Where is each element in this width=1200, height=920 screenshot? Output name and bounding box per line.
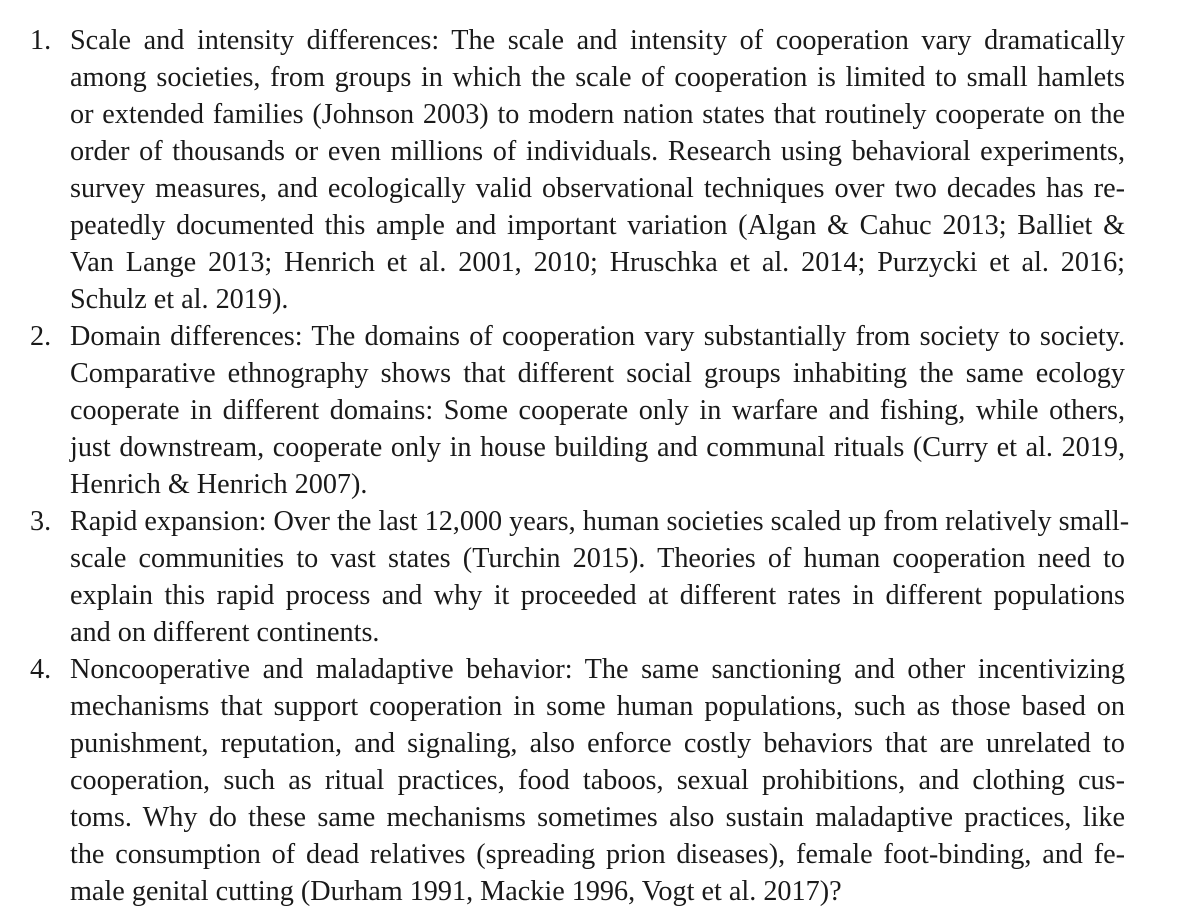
list-item-1 [30, 22, 1125, 318]
item-number: 3. [30, 506, 52, 537]
text-line: male genital cutting (Durham 1991, Mackie 1996, Vogt et al. 2017)? [70, 876, 842, 907]
text-line: toms. Why do these same mechanisms sometimes also sustain maladaptive practices, like [70, 802, 1125, 833]
text-line: Comparative ethnography shows that different social groups inhabiting the same ecology [70, 358, 1125, 389]
item-number: 4. [30, 654, 52, 685]
text-line: Noncooperative and maladaptive behavior: The same sanctioning and other incentivizing [70, 654, 1125, 685]
list-item-3 [30, 503, 1130, 651]
text-line: mechanisms that support cooperation in some human populations, such as those based on [70, 691, 1125, 722]
text-line: cooperation, such as ritual practices, food taboos, sexual prohibitions, and clothing cus- [70, 765, 1125, 796]
text-line: Domain differences: The domains of cooperation vary substantially from society to society. [70, 321, 1125, 352]
text-line: scale communities to vast states (Turchin 2015). Theories of human cooperation need to [70, 543, 1125, 574]
text-line: Van Lange 2013; Henrich et al. 2001, 2010; Hruschka et al. 2014; Purzycki et al. 2016; [70, 247, 1125, 278]
text-line: order of thousands or even millions of individuals. Research using behavioral experiments, [70, 136, 1125, 167]
text-line: just downstream, cooperate only in house building and communal rituals (Curry et al. 2019, [70, 432, 1125, 463]
text-line: the consumption of dead relatives (spreading prion diseases), female foot-binding, and fe- [70, 839, 1125, 870]
text-line: punishment, reputation, and signaling, also enforce costly behaviors that are unrelated to [70, 728, 1125, 759]
item-number: 2. [30, 321, 52, 352]
text-line: Rapid expansion: Over the last 12,000 years, human societies scaled up from relatively small- [70, 506, 1130, 537]
text-line: peatedly documented this ample and important variation (Algan & Cahuc 2013; Balliet & [70, 210, 1125, 241]
list-item-4 [30, 651, 1125, 910]
text-line: among societies, from groups in which the scale of cooperation is limited to small hamlets [70, 62, 1125, 93]
item-number: 1. [30, 25, 52, 56]
numbered-list [30, 22, 1130, 910]
list-item-2 [30, 318, 1125, 503]
text-line: cooperate in different domains: Some cooperate only in warfare and fishing, while others, [70, 395, 1125, 426]
text-line: explain this rapid process and why it proceeded at different rates in different populations [70, 580, 1125, 611]
text-line: and on different continents. [70, 617, 380, 648]
text-line: Henrich & Henrich 2007). [70, 469, 368, 500]
text-line: survey measures, and ecologically valid observational techniques over two decades has re- [70, 173, 1125, 204]
text-line: Schulz et al. 2019). [70, 284, 289, 315]
text-line: Scale and intensity differences: The scale and intensity of cooperation vary dramatically [70, 25, 1125, 56]
text-line: or extended families (Johnson 2003) to modern nation states that routinely cooperate on the [70, 99, 1125, 130]
